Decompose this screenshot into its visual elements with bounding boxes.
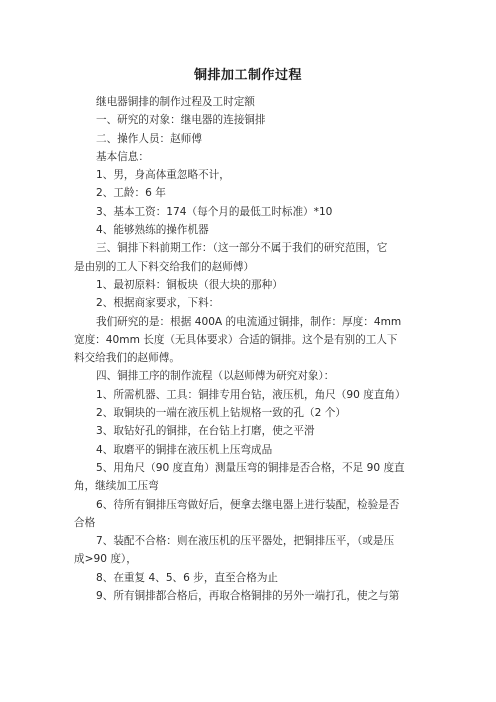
paragraph-line: 我们研究的是：根据 400A 的电流通过铜排，制作：厚度：4mm [96,315,402,328]
document-body [74,93,434,605]
paragraph-line: 一、研究的对象：继电器的连接铜排 [96,114,266,127]
paragraph-line: 1、男，身高体重忽略不计， [96,169,230,182]
paragraph-line: 5、用角尺（90 度直角）测量压弯的铜排是否合格，不足 90 度直 [96,461,405,474]
paragraph-line: 7、装配不合格：则在液压机的压平器处，把铜排压平，（或是压 [96,535,395,548]
paragraph-line: 3、取钻好孔的铜排，在台钻上打磨，使之平滑 [96,425,315,438]
paragraph-line: 二、操作人员：赵师傅 [96,132,202,145]
paragraph-line: 1、所需机器、工具：铜排专用台钻，液压机，角尺（90 度直角） [96,388,406,401]
paragraph-line: 继电器铜排的制作过程及工时定额 [96,96,255,108]
paragraph-line: 2、取铜块的一端在液压机上钻规格一致的孔（2 个） [96,407,346,420]
paragraph-line: 合格 [74,516,96,529]
paragraph-line: 是由别的工人下料交给我们的赵师傅） [74,260,255,273]
paragraph-line: 8、在重复 4、5、6 步，直至合格为止 [96,571,279,584]
paragraph-line: 2、工龄：6 年 [96,187,166,200]
paragraph-line: 成>90 度）， [74,553,137,566]
paragraph-line: 4、取磨平的铜排在液压机上压弯成品 [96,443,273,456]
paragraph-line: 宽度：40mm 长度（无具体要求）合适的铜排。这个是有别的工人下 [74,333,398,346]
paragraph-line: 料交给我们的赵师傅。 [74,352,180,365]
paragraph-line: 1、最初原料：铜板块（很大块的那种） [96,278,283,291]
paragraph-line: 角，继续加工压弯 [74,480,159,493]
paragraph-line: 2、根据商家要求，下料： [96,297,220,310]
paragraph-line: 6、待所有铜排压弯做好后，便拿去继电器上进行装配，检验是否 [96,498,400,511]
paragraph-line: 9、所有铜排都合格后，再取合格铜排的另外一端打孔，使之与第 [96,590,400,603]
paragraph-line: 基本信息： [96,150,149,163]
document-title: 铜排加工制作过程 [193,68,302,83]
paragraph-line: 3、基本工资：174（每个月的最低工时标准）*10 [96,205,333,218]
paragraph-line: 三、铜排下料前期工作：（这一部分不属于我们的研究范围，它 [96,242,388,255]
paragraph-line: 四、铜排工序的制作流程（以赵师傅为研究对象）： [96,370,335,383]
paragraph-line: 4、能够熟练的操作机器 [96,224,209,237]
